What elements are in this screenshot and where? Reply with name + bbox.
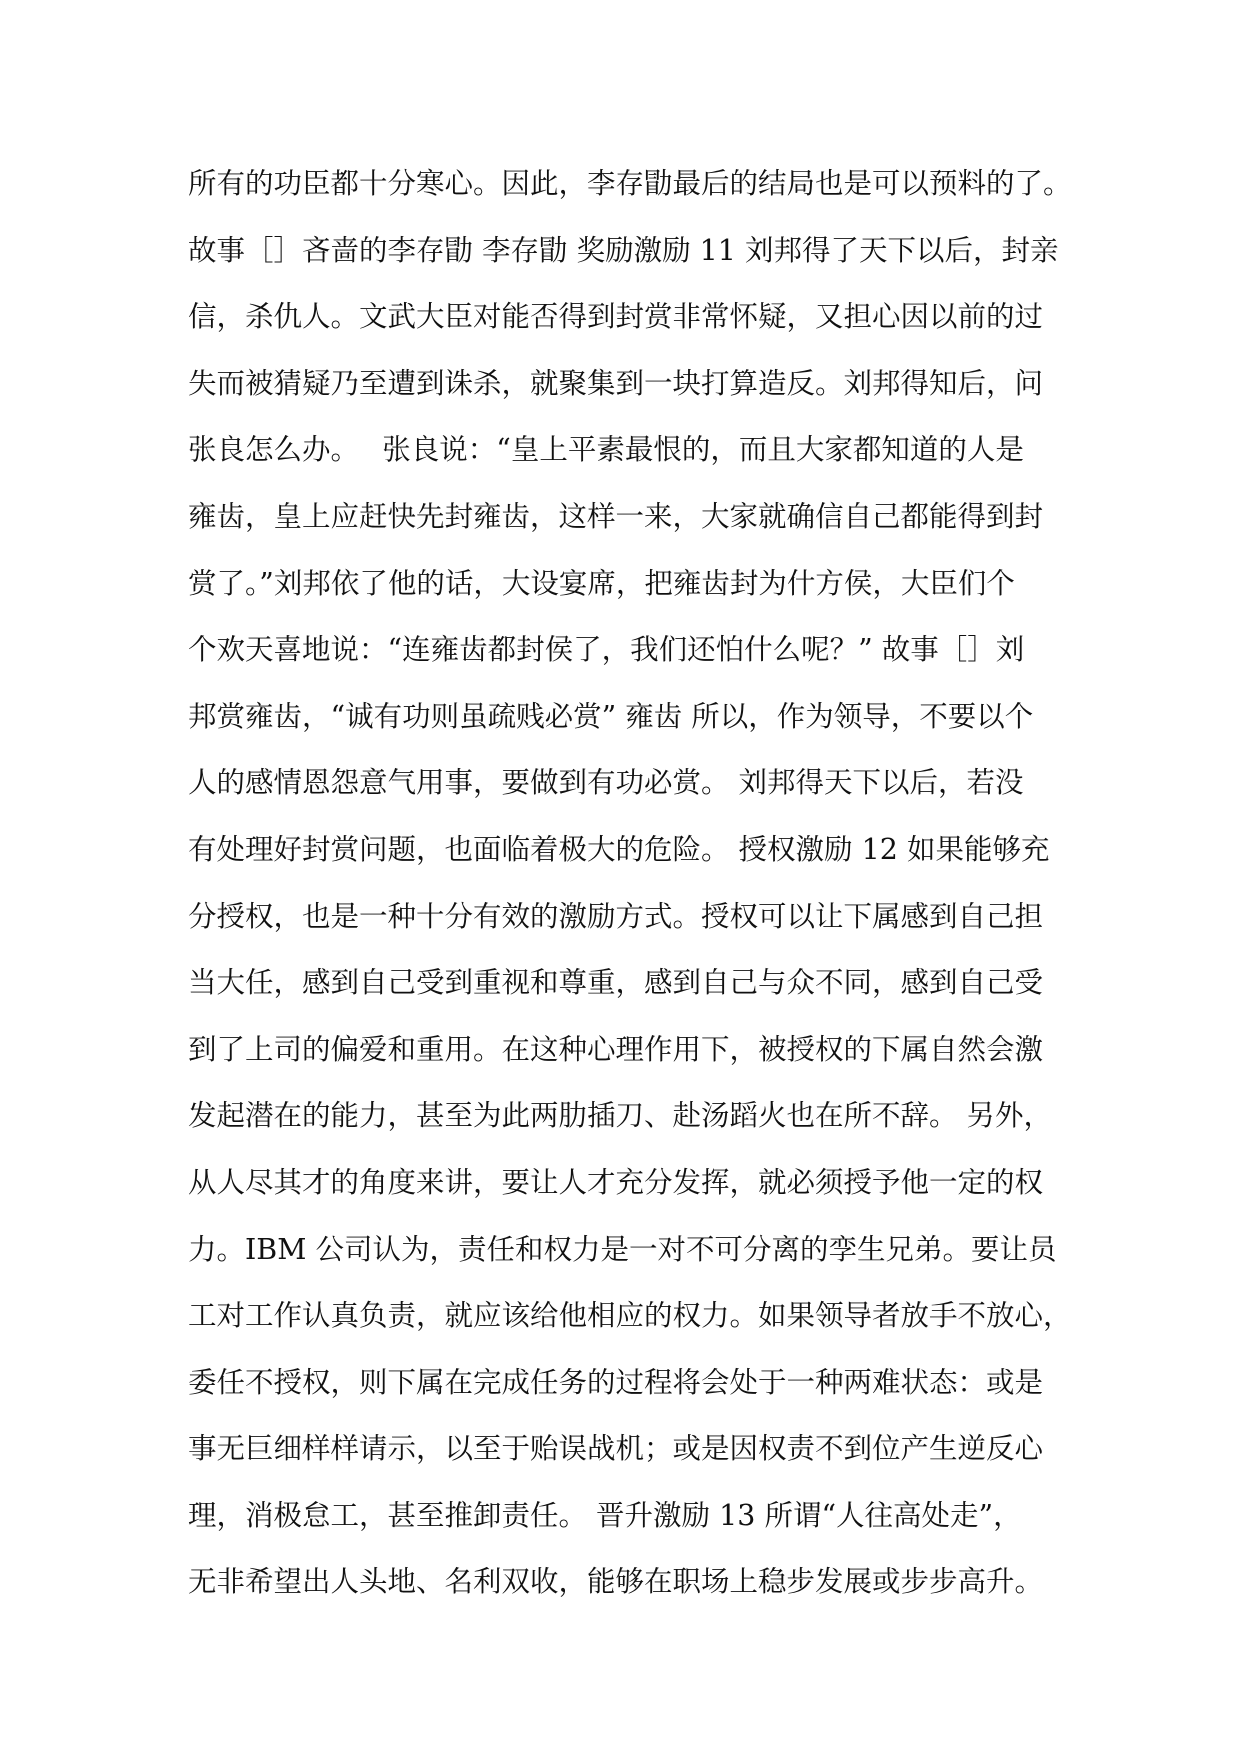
text-line: 到了上司的偏爱和重用。在这种心理作用下，被授权的下属自然会激 <box>188 1032 1044 1066</box>
text-line: 人的感情恩怨意气用事，要做到有功必赏。 刘邦得天下以后，若没 <box>188 766 1024 800</box>
text-line: 有处理好封赏问题，也面临着极大的危险。 授权激励 12 如果能够充 <box>188 832 1050 866</box>
text-line: 力。IBM 公司认为，责任和权力是一对不可分离的孪生兄弟。要让员 <box>188 1232 1057 1266</box>
text-line: 从人尽其才的角度来讲，要让人才充分发挥，就必须授予他一定的权 <box>188 1165 1044 1199</box>
text-line: 张良怎么办。 张良说：“皇上平素最恨的，而且大家都知道的人是 <box>188 433 1024 467</box>
text-line: 理，消极怠工，甚至推卸责任。 晋升激励 13 所谓“人往高处走”， <box>188 1498 1022 1532</box>
text-line: 失而被猜疑乃至遭到诛杀，就聚集到一块打算造反。刘邦得知后，问 <box>188 366 1044 400</box>
text-line: 无非希望出人头地、名利双收，能够在职场上稳步发展或步步高升。 <box>188 1565 1044 1599</box>
body-text <box>188 158 1072 1623</box>
text-line: 当大任，感到自己受到重视和尊重，感到自己与众不同，感到自己受 <box>188 966 1044 1000</box>
text-line: 发起潜在的能力，甚至为此两肋插刀、赴汤蹈火也在所不辞。 另外， <box>188 1099 1053 1133</box>
text-line: 赏了。”刘邦依了他的话，大设宴席，把雍齿封为什方侯，大臣们个 <box>188 566 1015 600</box>
text-line: 个欢天喜地说：“连雍齿都封侯了，我们还怕什么呢？” 故事［］刘 <box>188 633 1025 667</box>
text-line: 所有的功臣都十分寒心。因此，李存勖最后的结局也是可以预料的了。 <box>188 167 1072 200</box>
text-line: 邦赏雍齿，“诚有功则虽疏贱必赏” 雍齿 所以，作为领导，不要以个 <box>188 699 1034 733</box>
text-line: 雍齿，皇上应赶快先封雍齿，这样一来，大家就确信自己都能得到封 <box>188 499 1044 533</box>
text-line: 工对工作认真负责，就应该给他相应的权力。如果领导者放手不放心， <box>188 1299 1072 1333</box>
text-line: 事无巨细样样请示，以至于贻误战机；或是因权责不到位产生逆反心 <box>188 1432 1044 1466</box>
text-line: 委任不授权，则下属在完成任务的过程将会处于一种两难状态：或是 <box>188 1365 1044 1399</box>
text-line: 故事［］吝啬的李存勖 李存勖 奖励激励 11 刘邦得了天下以后，封亲 <box>188 233 1059 267</box>
text-line: 分授权，也是一种十分有效的激励方式。授权可以让下属感到自己担 <box>188 899 1044 933</box>
text-line: 信，杀仇人。文武大臣对能否得到封赏非常怀疑，又担心因以前的过 <box>188 300 1044 334</box>
